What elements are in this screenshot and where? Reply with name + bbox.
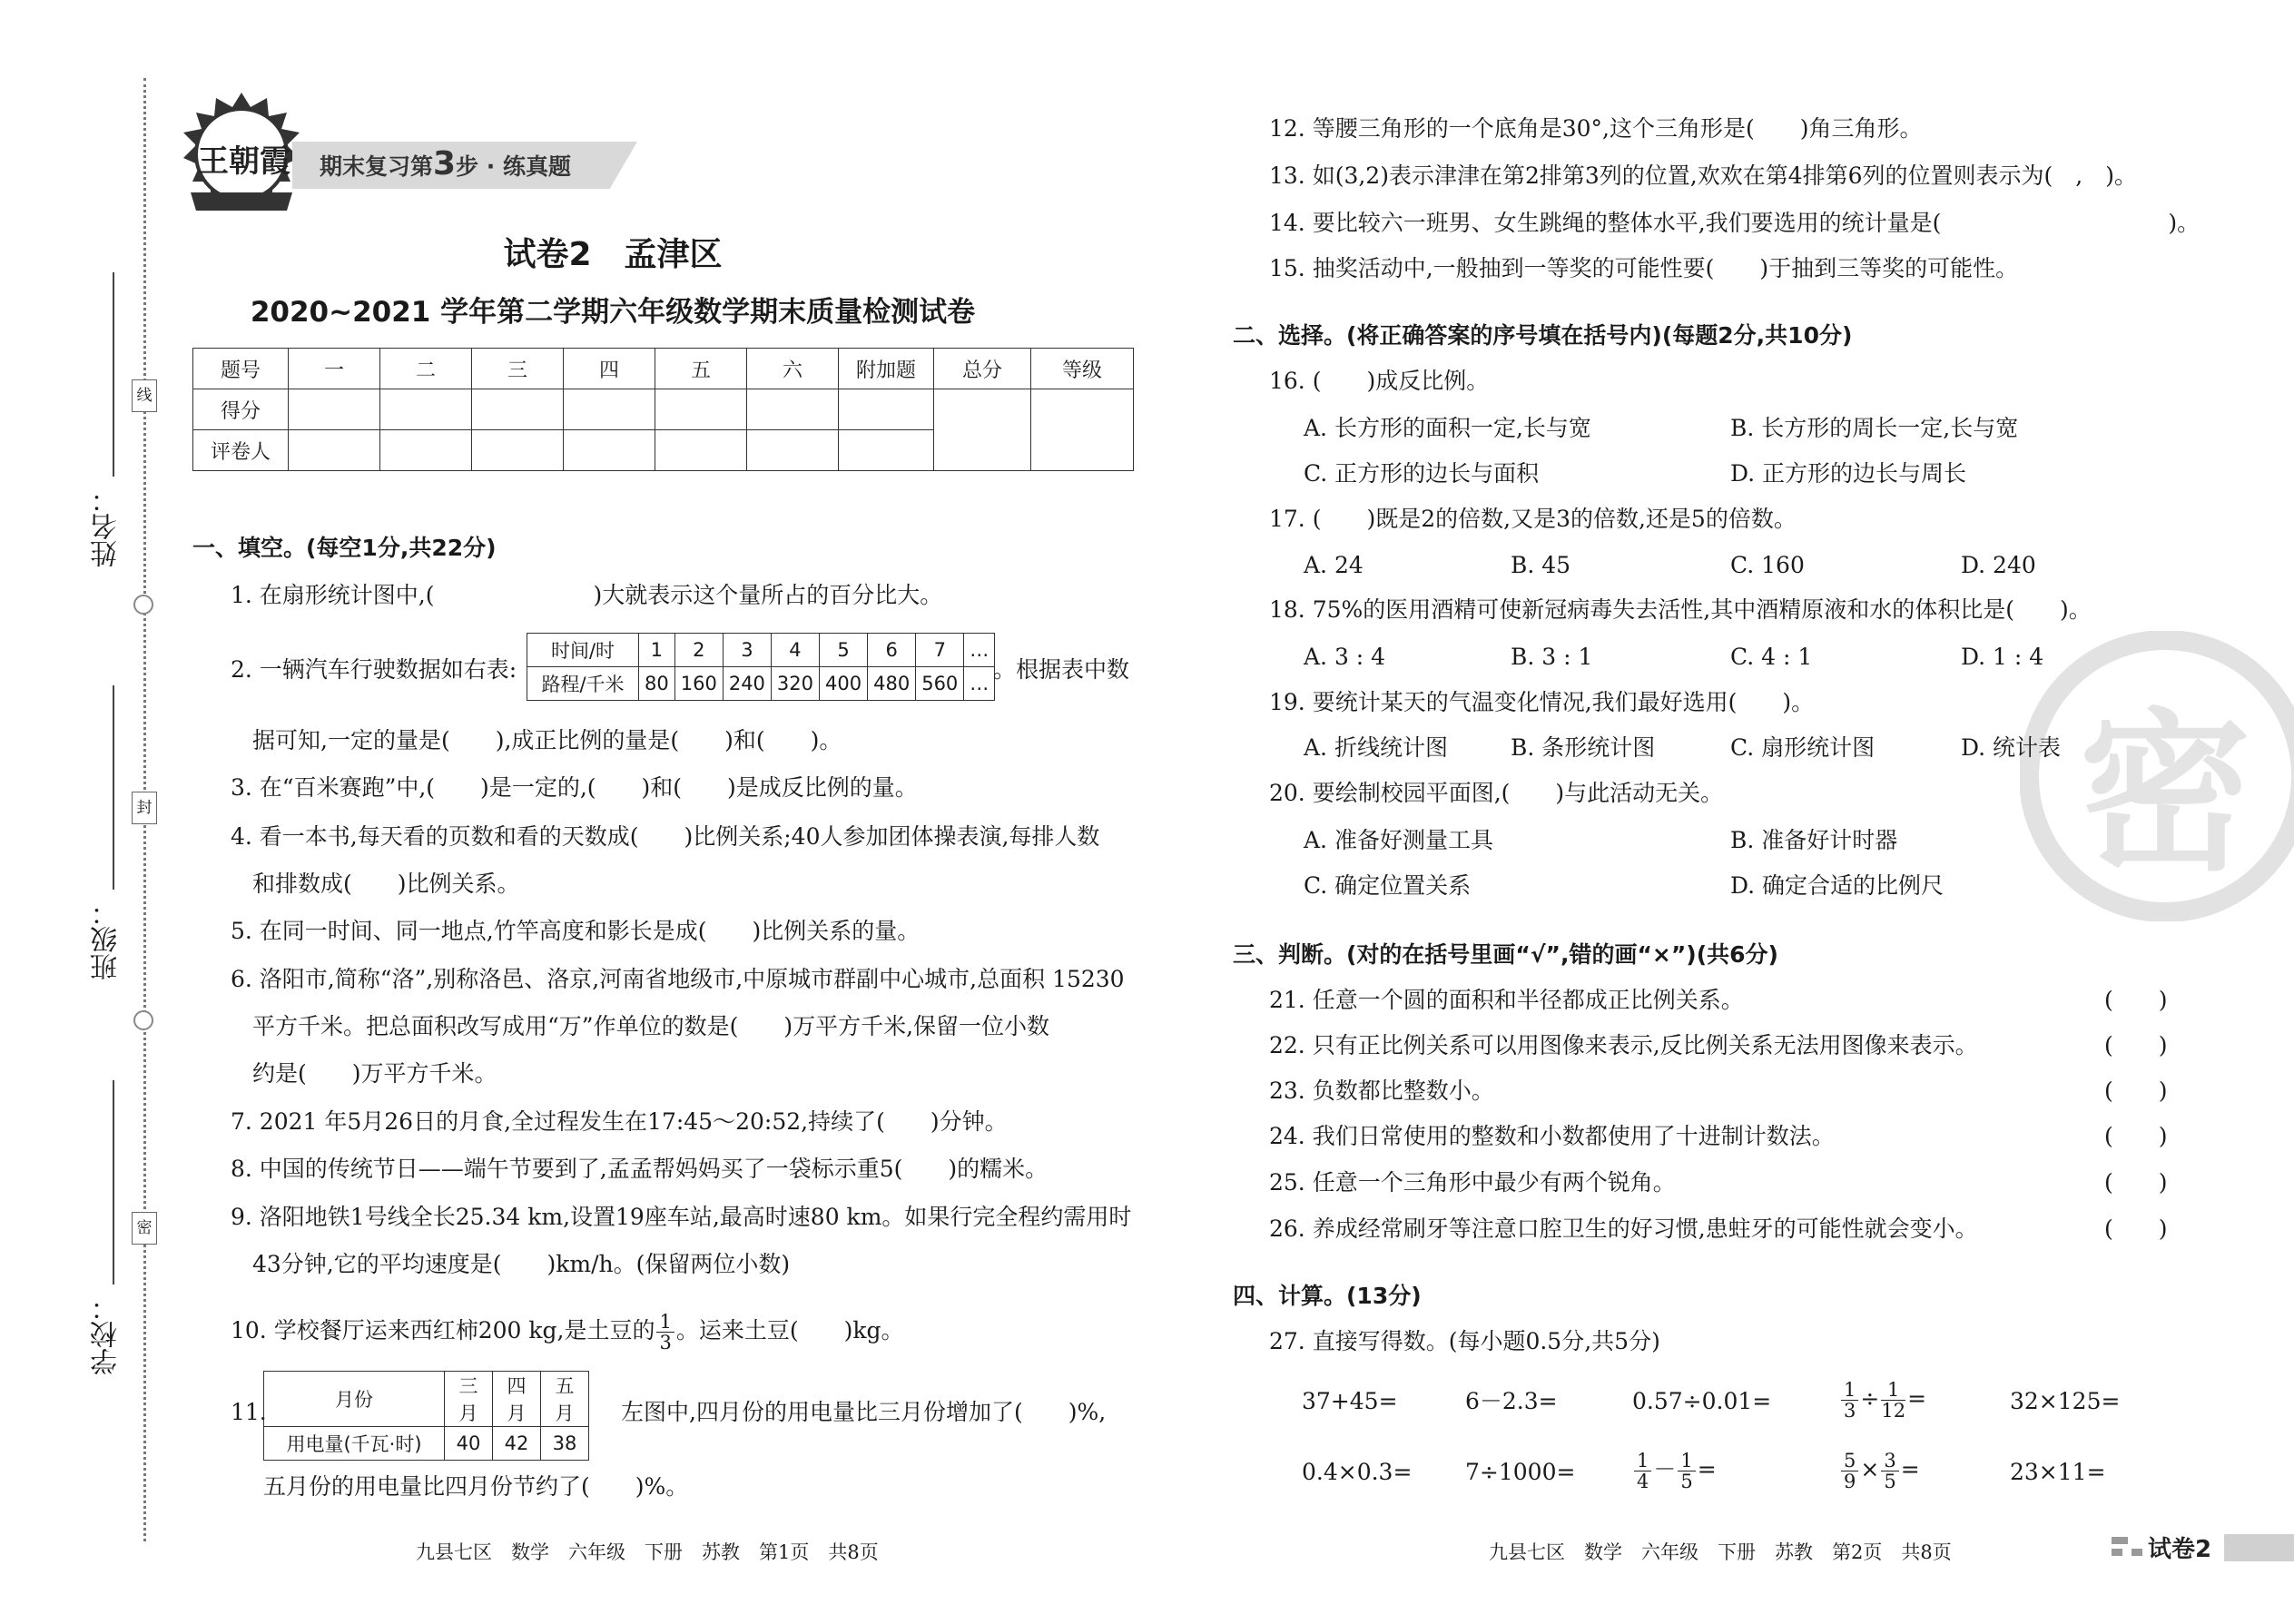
q11-cell: 42 [493,1427,541,1461]
question-1: 1. 在扇形统计图中,( )大就表示这个量所占的百分比大。 [231,582,943,608]
answer-paren-21[interactable]: ( ) [2104,987,2168,1013]
q19-option-b: B. 条形统计图 [1511,734,1656,761]
binding-ring-icon [133,595,153,615]
score-header: 五 [655,349,747,389]
q11-cell: 38 [541,1427,589,1461]
section4-heading: 四、计算。(13分) [1233,1283,1422,1309]
section2-heading: 二、选择。(将正确答案的序号填在括号内)(每题2分,共10分) [1233,322,1853,349]
question-10 [231,1312,904,1353]
question-6a: 6. 洛阳市,简称“洛”,别称洛邑、洛京,河南省地级市,中原城市群副中心城市,总面积 15230 [231,966,1125,992]
calc-9: $\frac{5}{9}$ × $\frac{3}{5}$ = [1839,1451,1920,1491]
watermark-char: 密 [2079,694,2252,894]
calc-3: 0.57÷0.01= [1632,1388,1772,1414]
question-23: 23. 负数都比整数小。 [1269,1078,1494,1104]
score-header: 二 [380,349,472,389]
answer-paren-23[interactable]: ( ) [2104,1078,2168,1104]
question-5: 5. 在同一时间、同一地点,竹竿高度和影长是成( )比例关系的量。 [231,918,921,944]
score-cell[interactable] [655,389,747,430]
question-11-text: 左图中,四月份的用电量比三月份增加了( )%, [621,1399,1107,1425]
question-2-intro: 2. 一辆汽车行驶数据如右表: [231,656,517,683]
question-21: 21. 任意一个圆的面积和半径都成正比例关系。 [1269,987,1744,1013]
question-25: 25. 任意一个三角形中最少有两个锐角。 [1269,1169,1676,1196]
page-title: 试卷2 孟津区 [503,236,723,273]
grader-cell[interactable] [839,430,934,471]
question-16: 16. ( )成反比例。 [1269,368,1490,394]
seal-char-mi: 密 [132,1212,157,1245]
section1-heading: 一、填空。(每空1分,共22分) [192,535,497,561]
question-8: 8. 中国的传统节日——端午节要到了,孟孟帮妈妈买了一袋标示重5( )的糯米。 [231,1156,1049,1182]
score-table [192,348,1134,471]
question-2-suffix: 。根据表中数 [993,656,1130,683]
q2-cell: 560 [916,667,964,701]
question-15: 15. 抽奖活动中,一般抽到一等奖的可能性要( )于抽到三等奖的可能性。 [1269,255,2019,281]
question-17: 17. ( )既是2的倍数,又是3的倍数,还是5的倍数。 [1269,506,1797,532]
binding-ring-icon [133,1010,153,1030]
score-header: 等级 [1031,349,1134,389]
q10-text: 10. 学校餐厅运来西红柿200 kg,是土豆的 [231,1317,655,1343]
paper-tag: 试卷2 [2148,1536,2212,1563]
q2-cell: 480 [868,667,916,701]
q18-option-a: A. 3 : 4 [1304,644,1386,670]
calc-7: 7÷1000= [1465,1459,1576,1485]
question-6b: 平方千米。把总面积改写成用“万”作单位的数是( )万平方千米,保留一位小数 [252,1013,1050,1039]
score-header: 总分 [934,349,1031,389]
score-header: 题号 [193,349,289,389]
score-cell[interactable] [380,389,472,430]
question-2-cont: 据可知,一定的量是( ),成正比例的量是( )和( )。 [252,727,842,753]
score-cell[interactable] [747,389,839,430]
q20-option-a: A. 准备好测量工具 [1304,827,1493,853]
question-3: 3. 在“百米赛跑”中,( )是一定的,( )和( )是成反比例的量。 [231,774,918,801]
grader-cell[interactable] [380,430,472,471]
calc-10: 23×11= [2010,1459,2106,1485]
score-cell[interactable] [839,389,934,430]
question-4b: 和排数成( )比例关系。 [252,871,520,897]
q2-cell: 6 [868,634,916,667]
q2-cell: … [964,634,995,667]
page-subtitle: 2020~2021 学年第二学期六年级数学期末质量检测试卷 [250,296,976,329]
answer-paren-25[interactable]: ( ) [2104,1169,2168,1196]
q16-option-d: D. 正方形的边长与周长 [1730,460,1967,487]
total-cell[interactable] [934,389,1031,471]
question-4a: 4. 看一本书,每天看的页数和看的天数成( )比例关系;40人参加团体操表演,每排人数 [231,823,1100,850]
school-label: 学校： [91,1294,123,1375]
grader-cell[interactable] [289,430,380,471]
score-cell[interactable] [289,389,380,430]
seal-char-xian: 线 [132,379,157,412]
q2-row-label: 路程/千米 [527,667,639,701]
q10-text-end: 。运来土豆( )kg。 [675,1317,904,1343]
q11-cell: 三月 [445,1372,493,1427]
question-22: 22. 只有正比例关系可以用图像来表示,反比例关系无法用图像来表示。 [1269,1032,1978,1058]
q20-option-c: C. 确定位置关系 [1304,872,1472,899]
score-row-label: 评卷人 [193,430,289,471]
score-header: 附加题 [839,349,934,389]
name-label: 姓名： [91,486,123,567]
q2-cell: 400 [820,667,868,701]
question-27: 27. 直接写得数。(每小题0.5分,共5分) [1269,1328,1660,1354]
class-label: 班级： [91,899,123,980]
q18-option-c: C. 4 : 1 [1730,644,1813,670]
q11-data-table [263,1371,589,1461]
class-line [113,685,114,890]
q11-cell: 40 [445,1427,493,1461]
tag-bar [2224,1534,2294,1561]
q2-cell: 240 [723,667,771,701]
q17-option-a: A. 24 [1304,552,1364,578]
score-header: 一 [289,349,380,389]
q2-cell: 160 [674,667,723,701]
grade-cell[interactable] [1031,389,1134,471]
q19-option-c: C. 扇形统计图 [1730,734,1876,761]
q2-cell: … [964,667,995,701]
q16-option-b: B. 长方形的周长一定,长与宽 [1730,415,2019,441]
footer-left: 九县七区 数学 六年级 下册 苏教 第1页 共8页 [416,1541,879,1563]
q11-cell: 用电量(千瓦·时) [264,1427,445,1461]
tag-deco-icon [2112,1549,2122,1556]
question-11-number: 11. [231,1399,267,1425]
q20-option-d: D. 确定合适的比例尺 [1730,872,1944,899]
q16-option-a: A. 长方形的面积一定,长与宽 [1304,415,1591,441]
question-26: 26. 养成经常刷牙等注意口腔卫生的好习惯,患蛀牙的可能性就会变小。 [1269,1216,1978,1242]
q11-cell: 月份 [264,1372,445,1427]
q18-option-b: B. 3 : 1 [1511,644,1593,670]
q2-cell: 4 [771,634,819,667]
q10-fraction: $\frac{1}{3}$ [656,1312,674,1353]
banner-text: 期末复习第3步 · 练真题 [320,145,571,182]
calc-8: $\frac{1}{4}$ － $\frac{1}{5}$ = [1632,1451,1717,1491]
question-6c: 约是( )万平方千米。 [252,1060,497,1087]
question-12: 12. 等腰三角形的一个底角是30°,这个三角形是( )角三角形。 [1269,115,1923,142]
q2-cell: 1 [639,634,675,667]
grader-cell[interactable] [564,430,655,471]
answer-paren-26[interactable]: ( ) [2104,1216,2168,1242]
q2-cell: 3 [723,634,771,667]
q18-option-d: D. 1 : 4 [1961,644,2044,670]
grader-cell[interactable] [655,430,747,471]
seal-char-feng: 封 [132,792,157,824]
q19-option-a: A. 折线统计图 [1304,734,1448,761]
question-7: 7. 2021 年5月26日的月食,全过程发生在17:45～20:52,持续了( )分钟。 [231,1108,1008,1135]
answer-paren-22[interactable]: ( ) [2104,1032,2168,1058]
q11-cell: 五月 [541,1372,589,1427]
footer-right: 九县七区 数学 六年级 下册 苏教 第2页 共8页 [1489,1541,1952,1563]
school-line [113,1080,114,1284]
question-20: 20. 要绘制校园平面图,( )与此活动无关。 [1269,780,1724,806]
q17-option-c: C. 160 [1730,552,1805,578]
q16-option-c: C. 正方形的边长与面积 [1304,460,1540,487]
q2-cell: 80 [639,667,675,701]
q17-option-b: B. 45 [1511,552,1571,578]
section3-heading: 三、判断。(对的在括号里画“√”,错的画“×”)(共6分) [1233,941,1778,968]
q17-option-d: D. 240 [1961,552,2036,578]
calc-2: 6－2.3= [1465,1388,1558,1414]
question-9b: 43分钟,它的平均速度是( )km/h。(保留两位小数) [252,1251,791,1277]
tag-deco-icon [2112,1537,2128,1544]
score-header: 三 [472,349,564,389]
score-cell[interactable] [564,389,655,430]
calc-4: $\frac{1}{3}$ ÷ $\frac{1}{12}$ = [1839,1380,1926,1421]
question-11-cont: 五月份的用电量比四月份节约了( )%。 [263,1473,689,1500]
calc-1: 37+45= [1302,1388,1398,1414]
question-13: 13. 如(3,2)表示津津在第2排第3列的位置,欢欢在第4排第6列的位置则表示为( , )。 [1269,162,2137,189]
grader-cell[interactable] [472,430,564,471]
score-header: 六 [747,349,839,389]
score-header: 四 [564,349,655,389]
q11-cell: 四月 [493,1372,541,1427]
calc-6: 0.4×0.3= [1302,1459,1413,1485]
q19-option-d: D. 统计表 [1961,734,2062,761]
q2-cell: 320 [771,667,819,701]
question-9a: 9. 洛阳地铁1号线全长25.34 km,设置19座车站,最高时速80 km。如果行完全程约需用时 [231,1204,1132,1230]
q2-cell: 7 [916,634,964,667]
calc-5: 32×125= [2010,1388,2121,1414]
question-24: 24. 我们日常使用的整数和小数都使用了十进制计数法。 [1269,1123,1835,1149]
q2-cell: 2 [674,634,723,667]
question-19: 19. 要统计某天的气温变化情况,我们最好选用( )。 [1269,689,1815,715]
grader-cell[interactable] [747,430,839,471]
brand-name: 王朝霞 [198,143,290,180]
q2-row-label: 时间/时 [527,634,639,667]
tag-deco-icon [2132,1549,2142,1556]
question-18: 18. 75%的医用酒精可使新冠病毒失去活性,其中酒精原液和水的体积比是( )。 [1269,596,2092,623]
answer-paren-24[interactable]: ( ) [2104,1123,2168,1149]
score-cell[interactable] [472,389,564,430]
question-14: 14. 要比较六一班男、女生跳绳的整体水平,我们要选用的统计量是( )。 [1269,210,2200,236]
score-row-label: 得分 [193,389,289,430]
q20-option-b: B. 准备好计时器 [1730,827,1898,853]
q2-data-table [527,633,995,701]
q2-cell: 5 [820,634,868,667]
